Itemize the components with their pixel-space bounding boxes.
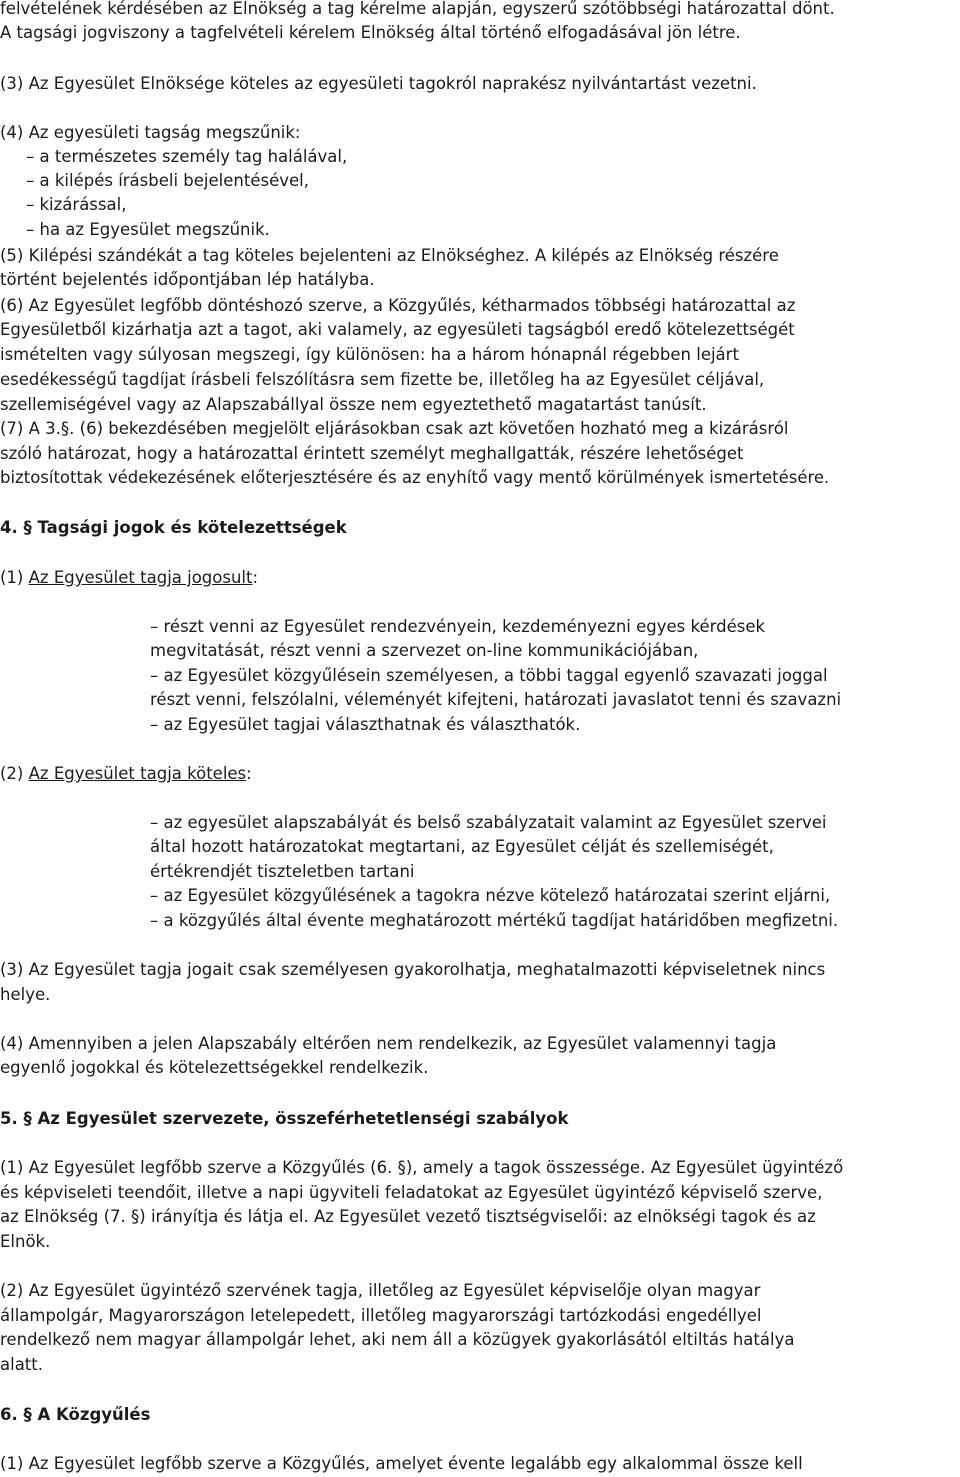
list-item: – ha az Egyesület megszűnik. (26, 220, 270, 239)
paragraph-line: (2) Az Egyesület ügyintéző szervének tagja, illetőleg az Egyesület képviselője olyan magyar (0, 1281, 761, 1300)
paragraph-line: (6) Az Egyesület legfőbb döntéshozó szerve, a Közgyűlés, kétharmados többségi határozattal az (0, 296, 796, 315)
section-number: 6. (0, 1405, 18, 1424)
list-item: – az Egyesület közgyűlésének a tagokra nézve kötelező határozatai szerint eljárni, (150, 886, 831, 905)
paragraph-line: Egyesületből kizárhatja azt a tagot, aki valamely, az egyesületi tagságból eredő kötelezettségét (0, 320, 795, 339)
underlined-label: Az Egyesület tagja jogosult (28, 568, 253, 587)
paragraph-line: ismételten vagy súlyosan megszegi, így különösen: ha a három hónapnál régebben lejárt (0, 345, 739, 364)
paragraph-line: történt bejelentés időpontjában lép hatályba. (0, 270, 375, 289)
paragraph-line: állampolgár, Magyarországon letelepedett, illetőleg magyarországi tartózkodási engedéllyel (0, 1306, 762, 1325)
paragraph-number: (1) (0, 568, 29, 587)
paragraph-line: helye. (0, 985, 51, 1004)
list-item: – kizárással, (26, 195, 127, 214)
list-item: – a természetes személy tag halálával, (26, 147, 348, 166)
paragraph-line: (1) Az Egyesület legfőbb szerve a Közgyűlés, amelyet évente legalább egy alkalommal össze kell (0, 1454, 803, 1473)
paragraph-line: rendelkező nem magyar állampolgár lehet, aki nem áll a közügyek gyakorlásától eltiltás hatálya (0, 1330, 795, 1349)
colon: : (246, 764, 252, 783)
paragraph-number: (2) (0, 764, 29, 783)
list-item: megvitatását, részt venni a szervezet on-line kommunikációjában, (150, 641, 699, 660)
paragraph-line: esedékességű tagdíjat írásbeli felszólításra sem fizette be, illetőleg ha az Egyesület céljával, (0, 370, 765, 389)
list-item: – részt venni az Egyesület rendezvényein, kezdeményezni egyes kérdések (150, 617, 766, 636)
section-number: 5. (0, 1109, 18, 1128)
list-item: – az Egyesület tagjai választhatnak és választhatók. (150, 715, 581, 734)
list-item: – az egyesület alapszabályát és belső szabályzatait valamint az Egyesület szervei (150, 813, 827, 832)
list-item: – az Egyesület közgyűlésein személyesen, a többi taggal egyenlő szavazati joggal (150, 666, 828, 685)
list-item: – a közgyűlés által évente meghatározott mértékű tagdíjat határidőben megfizetni. (150, 911, 839, 930)
paragraph-line: Elnök. (0, 1232, 51, 1251)
paragraph-3-4-intro: (4) Az egyesületi tagság megszűnik: (0, 123, 301, 142)
paragraph-line: (1) Az Egyesület legfőbb szerve a Közgyűlés (6. §), amely a tagok összessége. Az Egyesület ügyintéző (0, 1158, 844, 1177)
paragraph-line: szellemiségével vagy az Alapszabállyal össze nem egyeztethető magatartást tanúsít. (0, 395, 707, 414)
paragraph-line: (5) Kilépési szándékát a tag köteles bejelenteni az Elnökséghez. A kilépés az Elnökség részére (0, 246, 779, 265)
list-item: értékrendjét tiszteletben tartani (150, 862, 415, 881)
section-title: § A Közgyűlés (23, 1405, 151, 1424)
paragraph-line: szóló határozat, hogy a határozattal érintett személyt meghallgatták, részére lehetőséget (0, 444, 744, 463)
paragraph-line: (4) Amennyiben a jelen Alapszabály eltérően nem rendelkezik, az Egyesület valamennyi tagja (0, 1034, 777, 1053)
list-item: által hozott határozatokat megtartani, az Egyesület célját és szellemiségét, (150, 837, 774, 856)
paragraph-line: biztosítottak védekezésének előterjesztésére és az enyhítő vagy mentő körülmények ismertetésére. (0, 468, 830, 487)
paragraph-3-3: (3) Az Egyesület Elnöksége köteles az egyesületi tagokról naprakész nyilvántartást vezetni. (0, 74, 757, 93)
paragraph-4-2-heading (0, 762, 252, 786)
paragraph-4-1-heading (0, 566, 258, 590)
section-number: 4. (0, 518, 18, 537)
paragraph-line: és képviseleti teendőit, illetve a napi ügyviteli feladatokat az Egyesület ügyintéző képviselő szerve, (0, 1183, 823, 1202)
section-heading-6 (0, 1403, 150, 1427)
section-title: § Az Egyesület szervezete, összeférhetetlenségi szabályok (23, 1109, 569, 1128)
paragraph-line: egyenlő jogokkal és kötelezettségekkel rendelkezik. (0, 1058, 429, 1077)
section-heading-4 (0, 516, 347, 540)
paragraph-line: (7) A 3.§. (6) bekezdésében megjelölt eljárásokban csak azt követően hozható meg a kizárásról (0, 419, 789, 438)
list-item: részt venni, felszólalni, véleményét kifejteni, határozati javaslatot tenni és szavazni (150, 690, 842, 709)
underlined-label: Az Egyesület tagja köteles (28, 764, 247, 783)
paragraph-line: felvételének kérdésében az Elnökség a tag kérelme alapján, egyszerű szótöbbségi határozattal dönt. (0, 0, 835, 18)
paragraph-line: alatt. (0, 1355, 43, 1374)
paragraph-line: (3) Az Egyesület tagja jogait csak személyesen gyakorolhatja, meghatalmazotti képviseletnek nincs (0, 960, 826, 979)
colon: : (252, 568, 259, 587)
list-item: – a kilépés írásbeli bejelentésével, (26, 171, 309, 190)
section-title: § Tagsági jogok és kötelezettségek (23, 518, 347, 537)
section-heading-5 (0, 1107, 569, 1131)
paragraph-line: A tagsági jogviszony a tagfelvételi kérelem Elnökség által történő elfogadásával jön létre. (0, 23, 741, 42)
paragraph-line: az Elnökség (7. §) irányítja és látja el. Az Egyesület vezető tisztségviselői: az elnökségi tagok és az (0, 1207, 816, 1226)
